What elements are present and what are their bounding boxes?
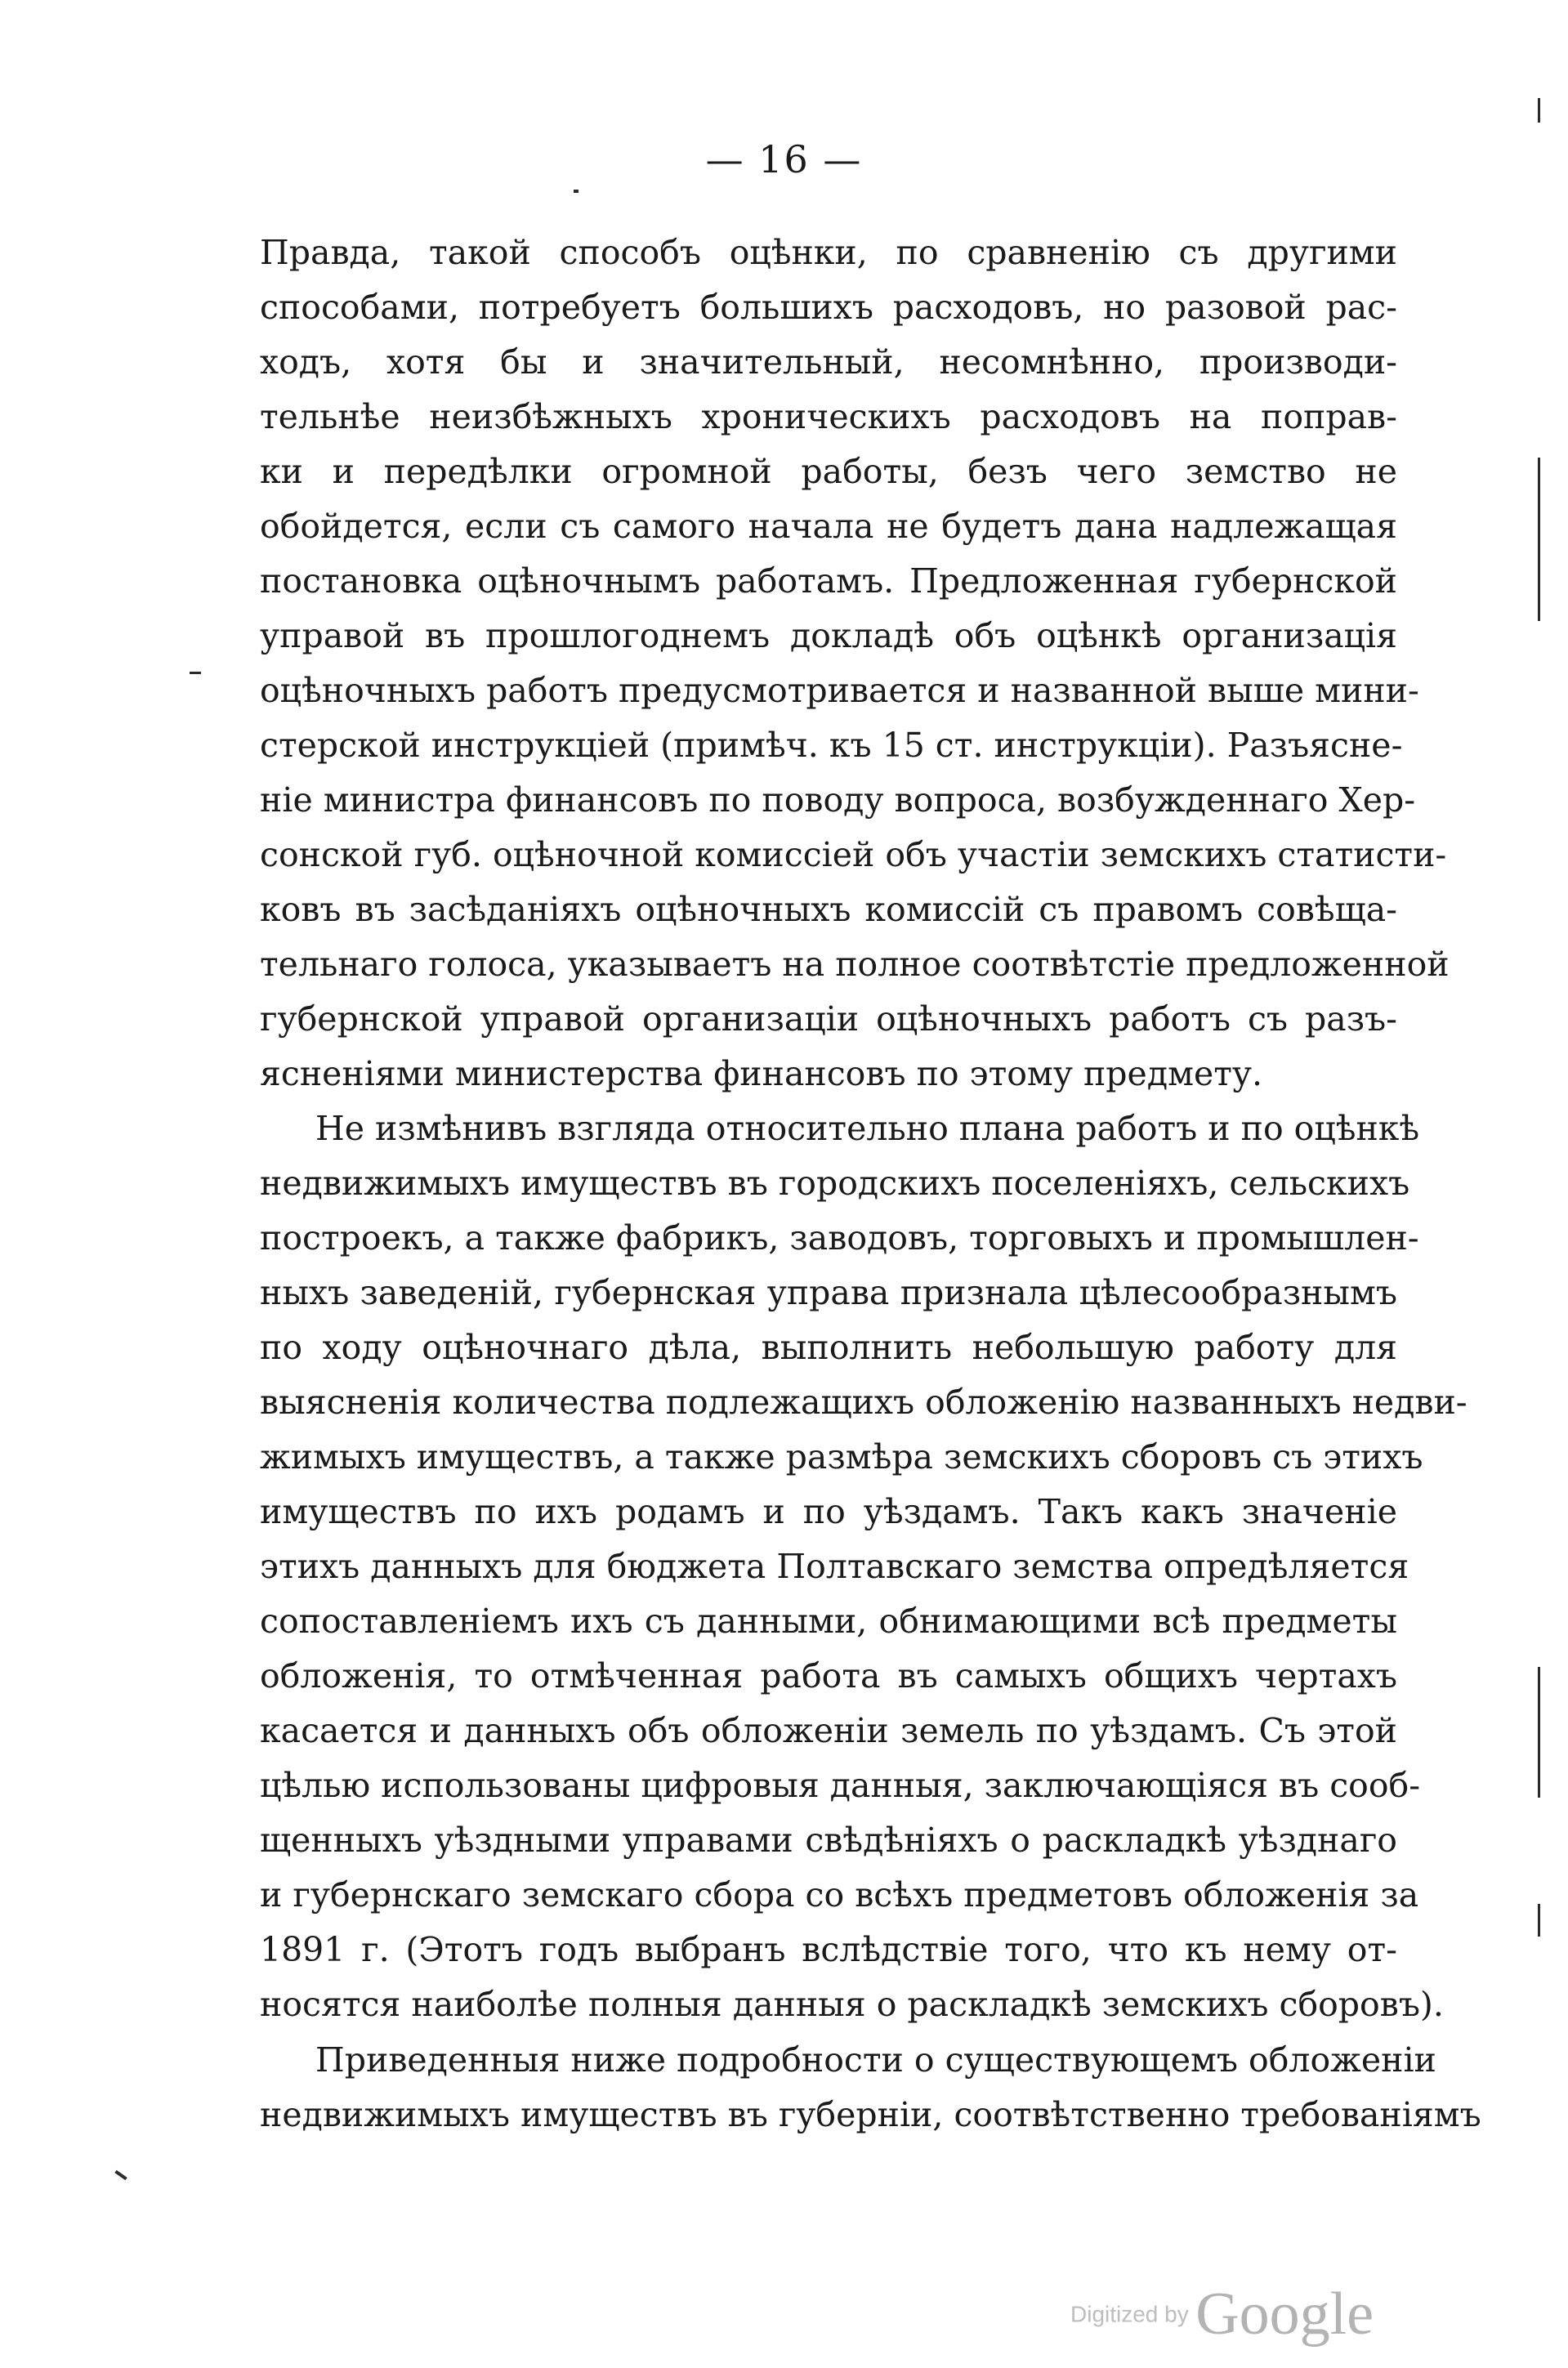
text-line: управой въ прошлогоднемъ докладѣ объ оцѣнкѣ организація [260,616,1397,655]
watermark-prefix: Digitized by [1070,2301,1189,2327]
text-line: ковъ въ засѣданіяхъ оцѣночныхъ комиссій съ правомъ совѣща- [260,890,1397,929]
text-line: носятся наиболѣе полныя данныя о раскладкѣ земскихъ сборовъ). [260,1985,1444,2024]
text-line: Правда, такой способъ оцѣнки, по сравненію съ другими [260,233,1397,272]
text-line: по ходу оцѣночнаго дѣла, выполнить небольшую работу для [260,1328,1397,1367]
text-line: выясненія количества подлежащихъ обложенію названныхъ недви- [260,1383,1467,1422]
scan-mark [1538,98,1540,123]
digitized-by-google-watermark [1070,2280,1374,2349]
text-line: оцѣночныхъ работъ предусмотривается и названной выше мини- [260,671,1419,710]
text-line: щенныхъ уѣздными управами свѣдѣніяхъ о раскладкѣ уѣзднаго [260,1821,1397,1860]
paragraph-2 [260,1101,1467,2032]
scan-mark [1538,1667,1540,1798]
text-line: недвижимыхъ имуществъ въ губерніи, соотвѣтственно требованіямъ [260,2095,1481,2134]
text-line: постановка оцѣночнымъ работамъ. Предложенная губернской [260,561,1397,601]
text-line: 1891 г. (Этотъ годъ выбранъ вслѣдствіе того, что къ нему от- [260,1930,1397,1969]
text-line: тельнаго голоса, указываетъ на полное соотвѣтстіе предложенной [260,945,1450,984]
paragraph-3 [260,2033,1481,2142]
text-line: обложенія, то отмѣченная работа въ самыхъ общихъ чертахъ [260,1656,1397,1696]
text-line: Не измѣнивъ взгляда относительно плана работъ и по оцѣнкѣ [315,1109,1420,1148]
text-line: губернской управой организаціи оцѣночныхъ работъ съ разъ- [260,999,1397,1039]
google-logo-text: Google [1195,2281,1374,2348]
text-line: ныхъ заведеній, губернская управа признала цѣлесообразнымъ [260,1273,1397,1312]
text-line: построекъ, а также фабрикъ, заводовъ, торговыхъ и промышлен- [260,1218,1419,1258]
text-line: касается и данныхъ объ обложеніи земель по уѣздамъ. Съ этой [260,1711,1397,1750]
text-line: ясненіями министерства финансовъ по этому предмету. [260,1054,1263,1093]
scan-mark [574,190,579,193]
text-line: жимыхъ имуществъ, а также размѣра земскихъ сборовъ съ этихъ [260,1437,1423,1477]
text-line: сонской губ. оцѣночной комиссіей объ участіи земскихъ статисти- [260,835,1447,874]
text-line: ки и передѣлки огромной работы, безъ чего земство не [260,452,1397,491]
text-line: недвижимыхъ имуществъ въ городскихъ поселеніяхъ, сельскихъ [260,1164,1410,1203]
text-line: этихъ данныхъ для бюджета Полтавскаго земства опредѣляется [260,1547,1409,1586]
page-number: — 16 — [705,137,863,181]
paragraph-1 [260,226,1450,1101]
scan-mark [1538,458,1540,621]
scan-mark [114,2170,127,2180]
scan-mark [190,672,201,674]
scan-mark [1538,1904,1540,1937]
text-line: имуществъ по ихъ родамъ и по уѣздамъ. Такъ какъ значеніе [260,1492,1397,1531]
text-line: цѣлью использованы цифровыя данныя, заключающіяся въ сооб- [260,1766,1421,1805]
text-line: и губернскаго земскаго сбора со всѣхъ предметовъ обложенія за [260,1875,1419,1915]
text-line: стерской инструкціей (примѣч. къ 15 ст. инструкціи). Разъясне- [260,726,1403,765]
text-line: сопоставленіемъ ихъ съ данными, обнимающими всѣ предметы [260,1602,1397,1641]
text-line: Приведенныя ниже подробности о существующемъ обложеніи [315,2040,1436,2080]
text-line: тельнѣе неизбѣжныхъ хроническихъ расходовъ на поправ- [260,397,1397,436]
text-line: обойдется, если съ самого начала не будетъ дана надлежащая [260,507,1397,546]
text-line: способами, потребуетъ большихъ расходовъ, но разовой рас- [260,288,1397,327]
text-line: ніе министра финансовъ по поводу вопроса, возбужденнаго Хер- [260,780,1416,820]
text-line: ходъ, хотя бы и значительный, несомнѣнно, производи- [260,342,1397,382]
